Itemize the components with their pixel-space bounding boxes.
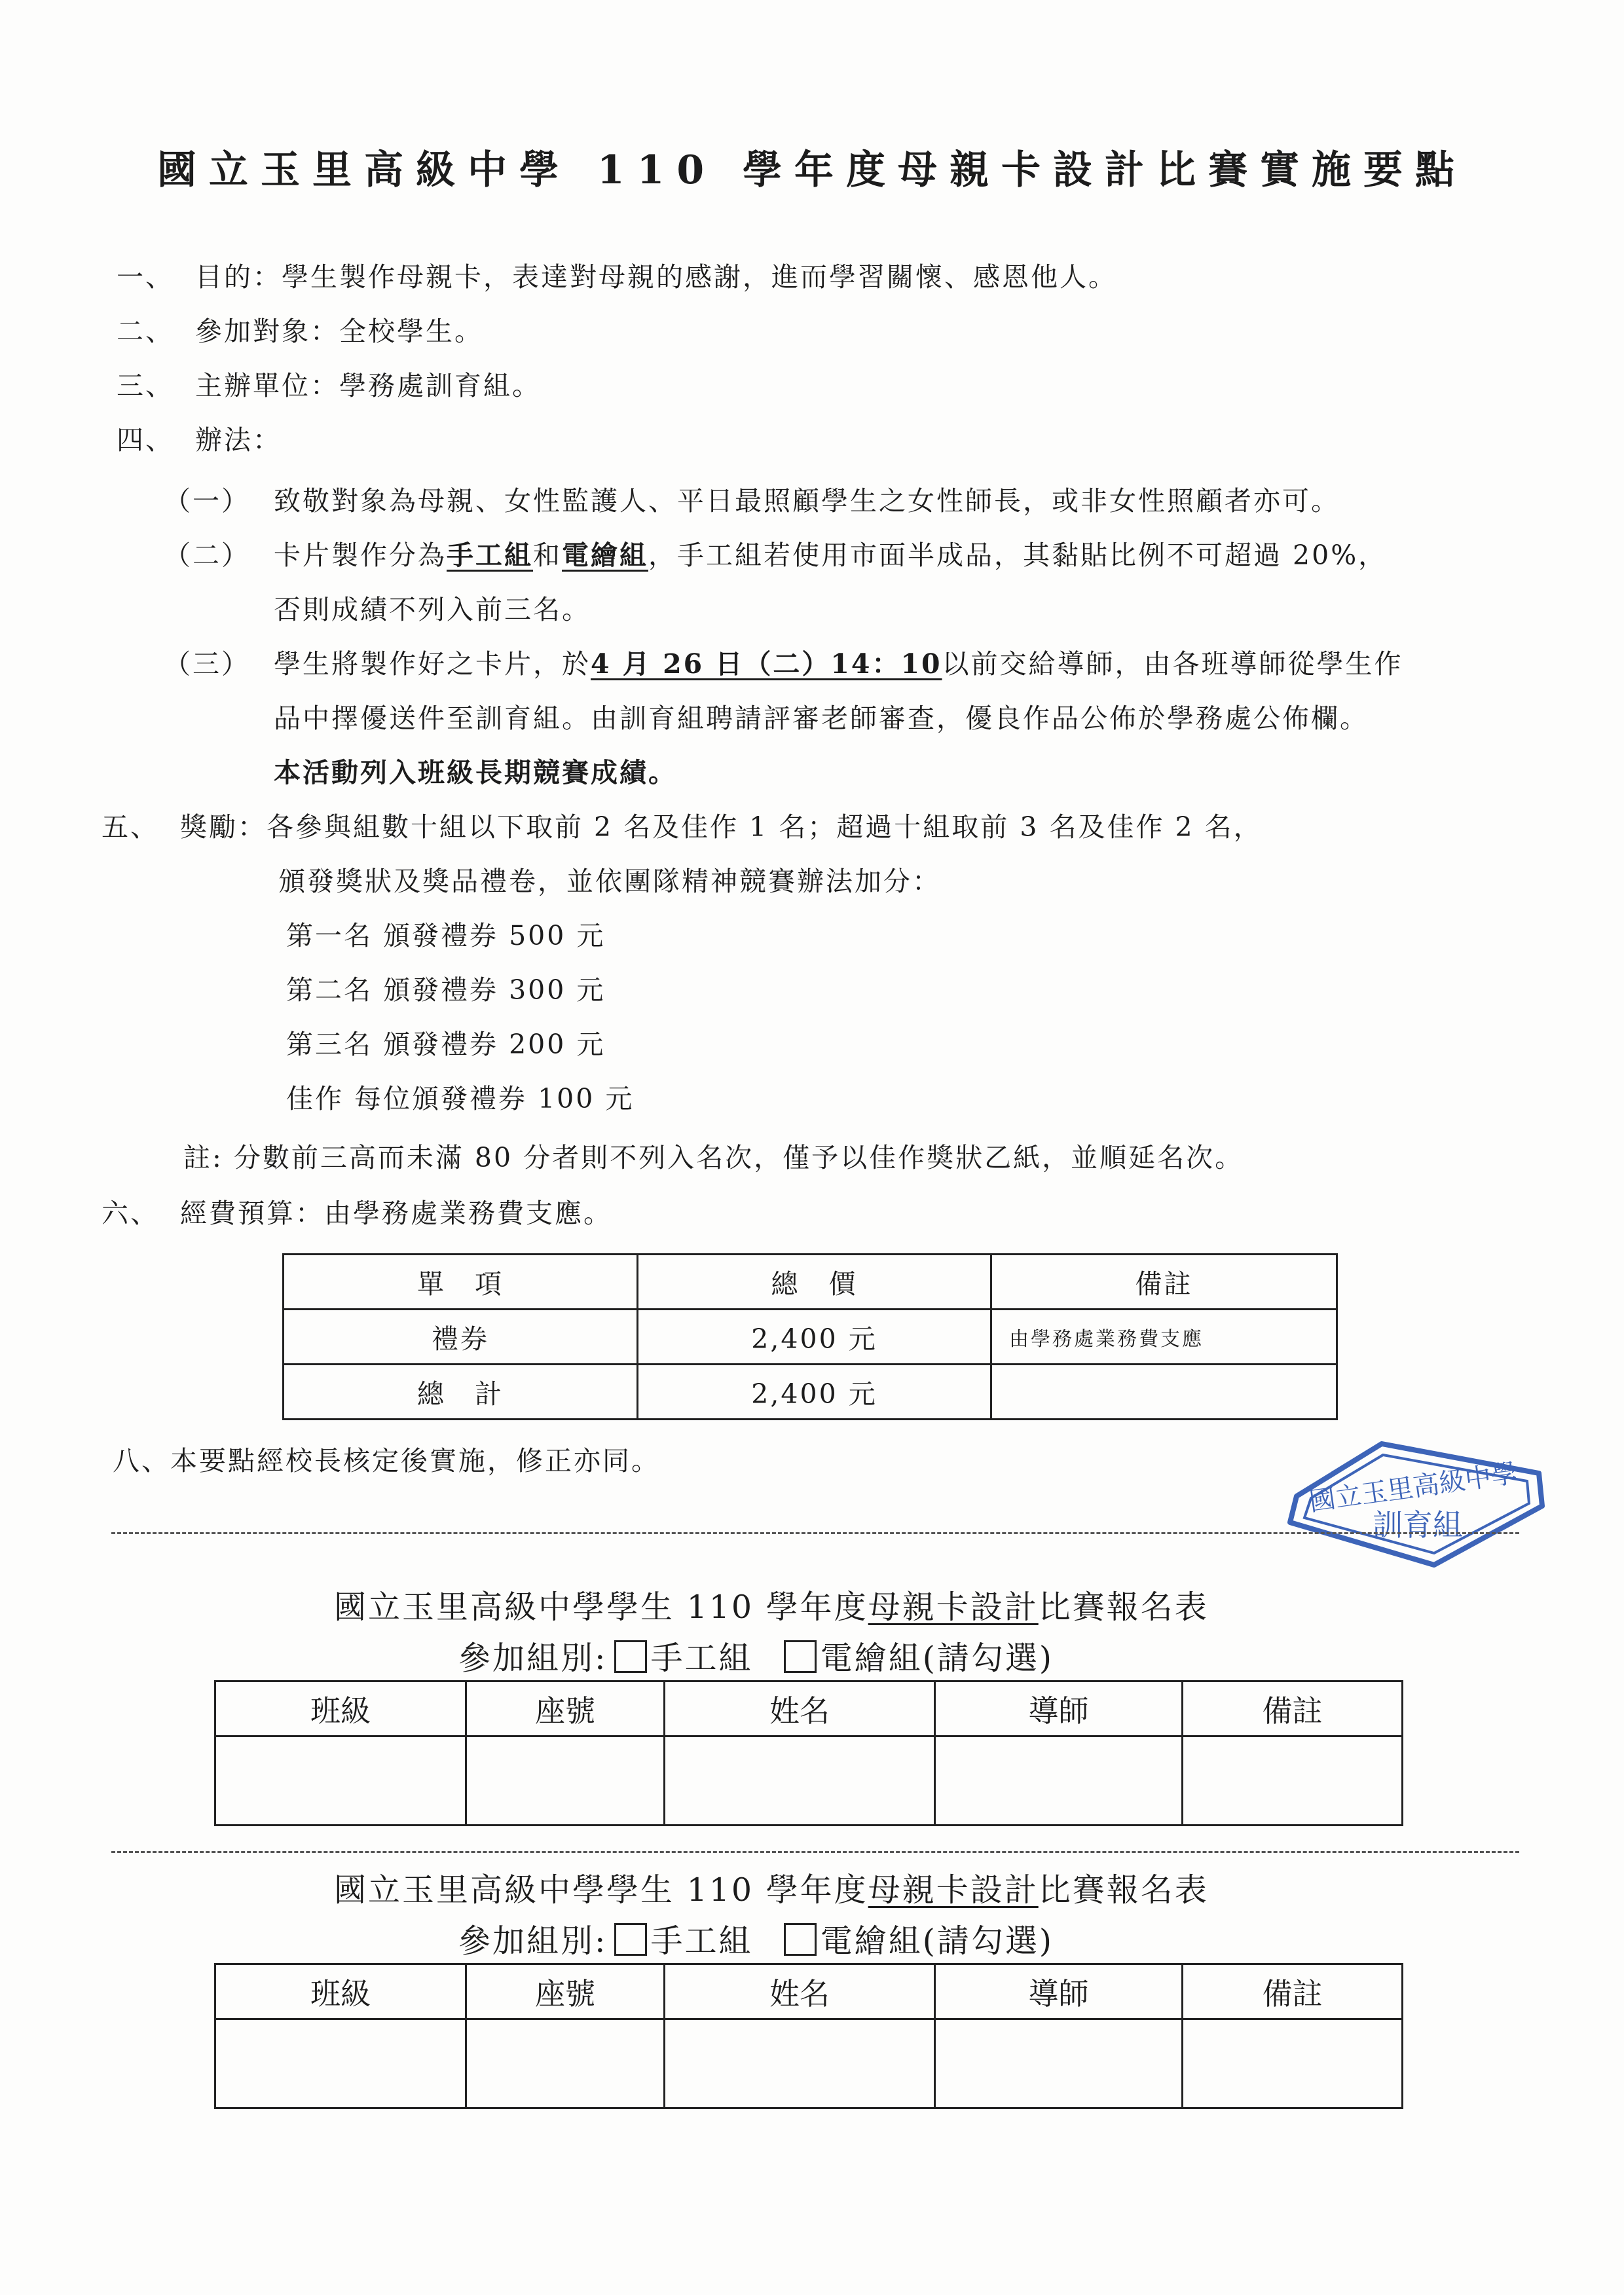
section-4-1: （一） 致敬對象為母親、女性監護人、平日最照顧學生之女性師長，或非女性照顧者亦可。 <box>164 485 1340 517</box>
group-select: 參加組別: 手工組 電繪組(請勾選) <box>458 1922 1054 1960</box>
section-5-line2: 頒發獎狀及獎品禮卷，並依團隊精神競賽辦法加分： <box>278 866 941 897</box>
budget-cell: 2,400 元 <box>638 1365 991 1420</box>
form-title: 國立玉里高級中學學生 110 學年度母親卡設計比賽報名表 <box>334 1871 1209 1909</box>
digital-group-label: 電繪組 <box>562 540 648 571</box>
section-8: 八、本要點經校長核定後實施，修正亦同。 <box>113 1445 660 1477</box>
prize-2: 第二名 頒發禮券 300 元 <box>286 974 606 1006</box>
reg-header-seat: 座號 <box>466 1964 665 2019</box>
reg-cell-name[interactable] <box>665 1736 935 1826</box>
reg-header-class: 班級 <box>215 1964 466 2019</box>
section-4-3-line3: 本活動列入班級長期競賽成績。 <box>274 757 677 788</box>
reg-cell-class[interactable] <box>215 1736 466 1826</box>
form-title: 國立玉里高級中學學生 110 學年度母親卡設計比賽報名表 <box>334 1588 1209 1626</box>
reg-header-name: 姓名 <box>665 1964 935 2019</box>
reg-cell-seat[interactable] <box>466 2019 665 2108</box>
section-4-2-line2: 否則成績不列入前三名。 <box>274 594 591 625</box>
section-6: 六、 經費預算：由學務處業務費支應。 <box>101 1198 612 1229</box>
reg-cell-name[interactable] <box>665 2019 935 2108</box>
handmade-checkbox[interactable] <box>614 1640 647 1673</box>
reg-header-note: 備註 <box>1183 1964 1403 2019</box>
prize-1: 第一名 頒發禮券 500 元 <box>286 920 606 951</box>
budget-header-note: 備註 <box>991 1255 1337 1310</box>
budget-cell: 2,400 元 <box>638 1310 991 1365</box>
prize-3: 第三名 頒發禮券 200 元 <box>286 1029 606 1060</box>
budget-cell: 由學務處業務費支應 <box>991 1310 1337 1365</box>
budget-header-item: 單 項 <box>284 1255 638 1310</box>
section-5: 五、 獎勵：各參與組數十組以下取前 2 名及佳作 1 名；超過十組取前 3 名及佳作 2 名， <box>101 811 1263 843</box>
school-stamp <box>1283 1434 1552 1578</box>
reg-cell-class[interactable] <box>215 2019 466 2108</box>
page-title: 國立玉里高級中學 110 學年度母親卡設計比賽實施要點 <box>157 147 1467 193</box>
reg-header-teacher: 導師 <box>935 1964 1183 2019</box>
cut-line <box>111 1532 1519 1534</box>
stamp-line2: 訓育組 <box>1373 1507 1463 1543</box>
stamp-line1: 國立玉里高級中學 <box>1307 1458 1519 1518</box>
section-3: 三、 主辦單位：學務處訓育組。 <box>117 370 541 401</box>
budget-cell <box>991 1365 1337 1420</box>
reg-header-teacher: 導師 <box>935 1681 1183 1736</box>
section-4: 四、 辦法： <box>117 424 282 456</box>
registration-table <box>214 1680 1403 1826</box>
reg-cell-note[interactable] <box>1183 2019 1403 2108</box>
budget-cell: 禮券 <box>284 1310 638 1365</box>
section-4-2: （二） 卡片製作分為手工組和電繪組，手工組若使用市面半成品，其黏貼比例不可超過 20%， <box>164 540 1388 571</box>
section-4-3: （三） 學生將製作好之卡片，於4 月 26 日（二）14：10以前交給導師，由各班導師從學生作 <box>164 648 1403 680</box>
reg-cell-seat[interactable] <box>466 1736 665 1826</box>
handmade-checkbox[interactable] <box>614 1923 647 1956</box>
reg-cell-note[interactable] <box>1183 1736 1403 1826</box>
section-5-note: 註: 分數前三高而未滿 80 分者則不列入名次，僅予以佳作獎狀乙紙，並順延名次。 <box>183 1142 1244 1173</box>
section-2: 二、 參加對象：全校學生。 <box>117 316 483 347</box>
reg-header-seat: 座號 <box>466 1681 665 1736</box>
budget-cell: 總 計 <box>284 1365 638 1420</box>
group-select: 參加組別: 手工組 電繪組(請勾選) <box>458 1640 1054 1677</box>
cut-line <box>111 1851 1519 1853</box>
handmade-group-label: 手工組 <box>447 540 533 571</box>
budget-table <box>282 1253 1338 1420</box>
reg-cell-teacher[interactable] <box>935 1736 1183 1826</box>
section-4-3-line2: 品中擇優送件至訓育組。由訓育組聘請評審老師審查，優良作品公佈於學務處公佈欄。 <box>274 703 1369 734</box>
budget-header-total: 總 價 <box>638 1255 991 1310</box>
reg-header-note: 備註 <box>1183 1681 1403 1736</box>
digital-checkbox[interactable] <box>784 1923 817 1956</box>
reg-header-name: 姓名 <box>665 1681 935 1736</box>
reg-cell-teacher[interactable] <box>935 2019 1183 2108</box>
digital-checkbox[interactable] <box>784 1640 817 1673</box>
deadline: 4 月 26 日（二）14：10 <box>591 648 942 680</box>
section-1: 一、 目的：學生製作母親卡，表達對母親的感謝，進而學習關懷、感恩他人。 <box>117 261 1117 293</box>
reg-header-class: 班級 <box>215 1681 466 1736</box>
registration-table <box>214 1963 1403 2109</box>
prize-honorable: 佳作 每位頒發禮券 100 元 <box>286 1083 635 1114</box>
